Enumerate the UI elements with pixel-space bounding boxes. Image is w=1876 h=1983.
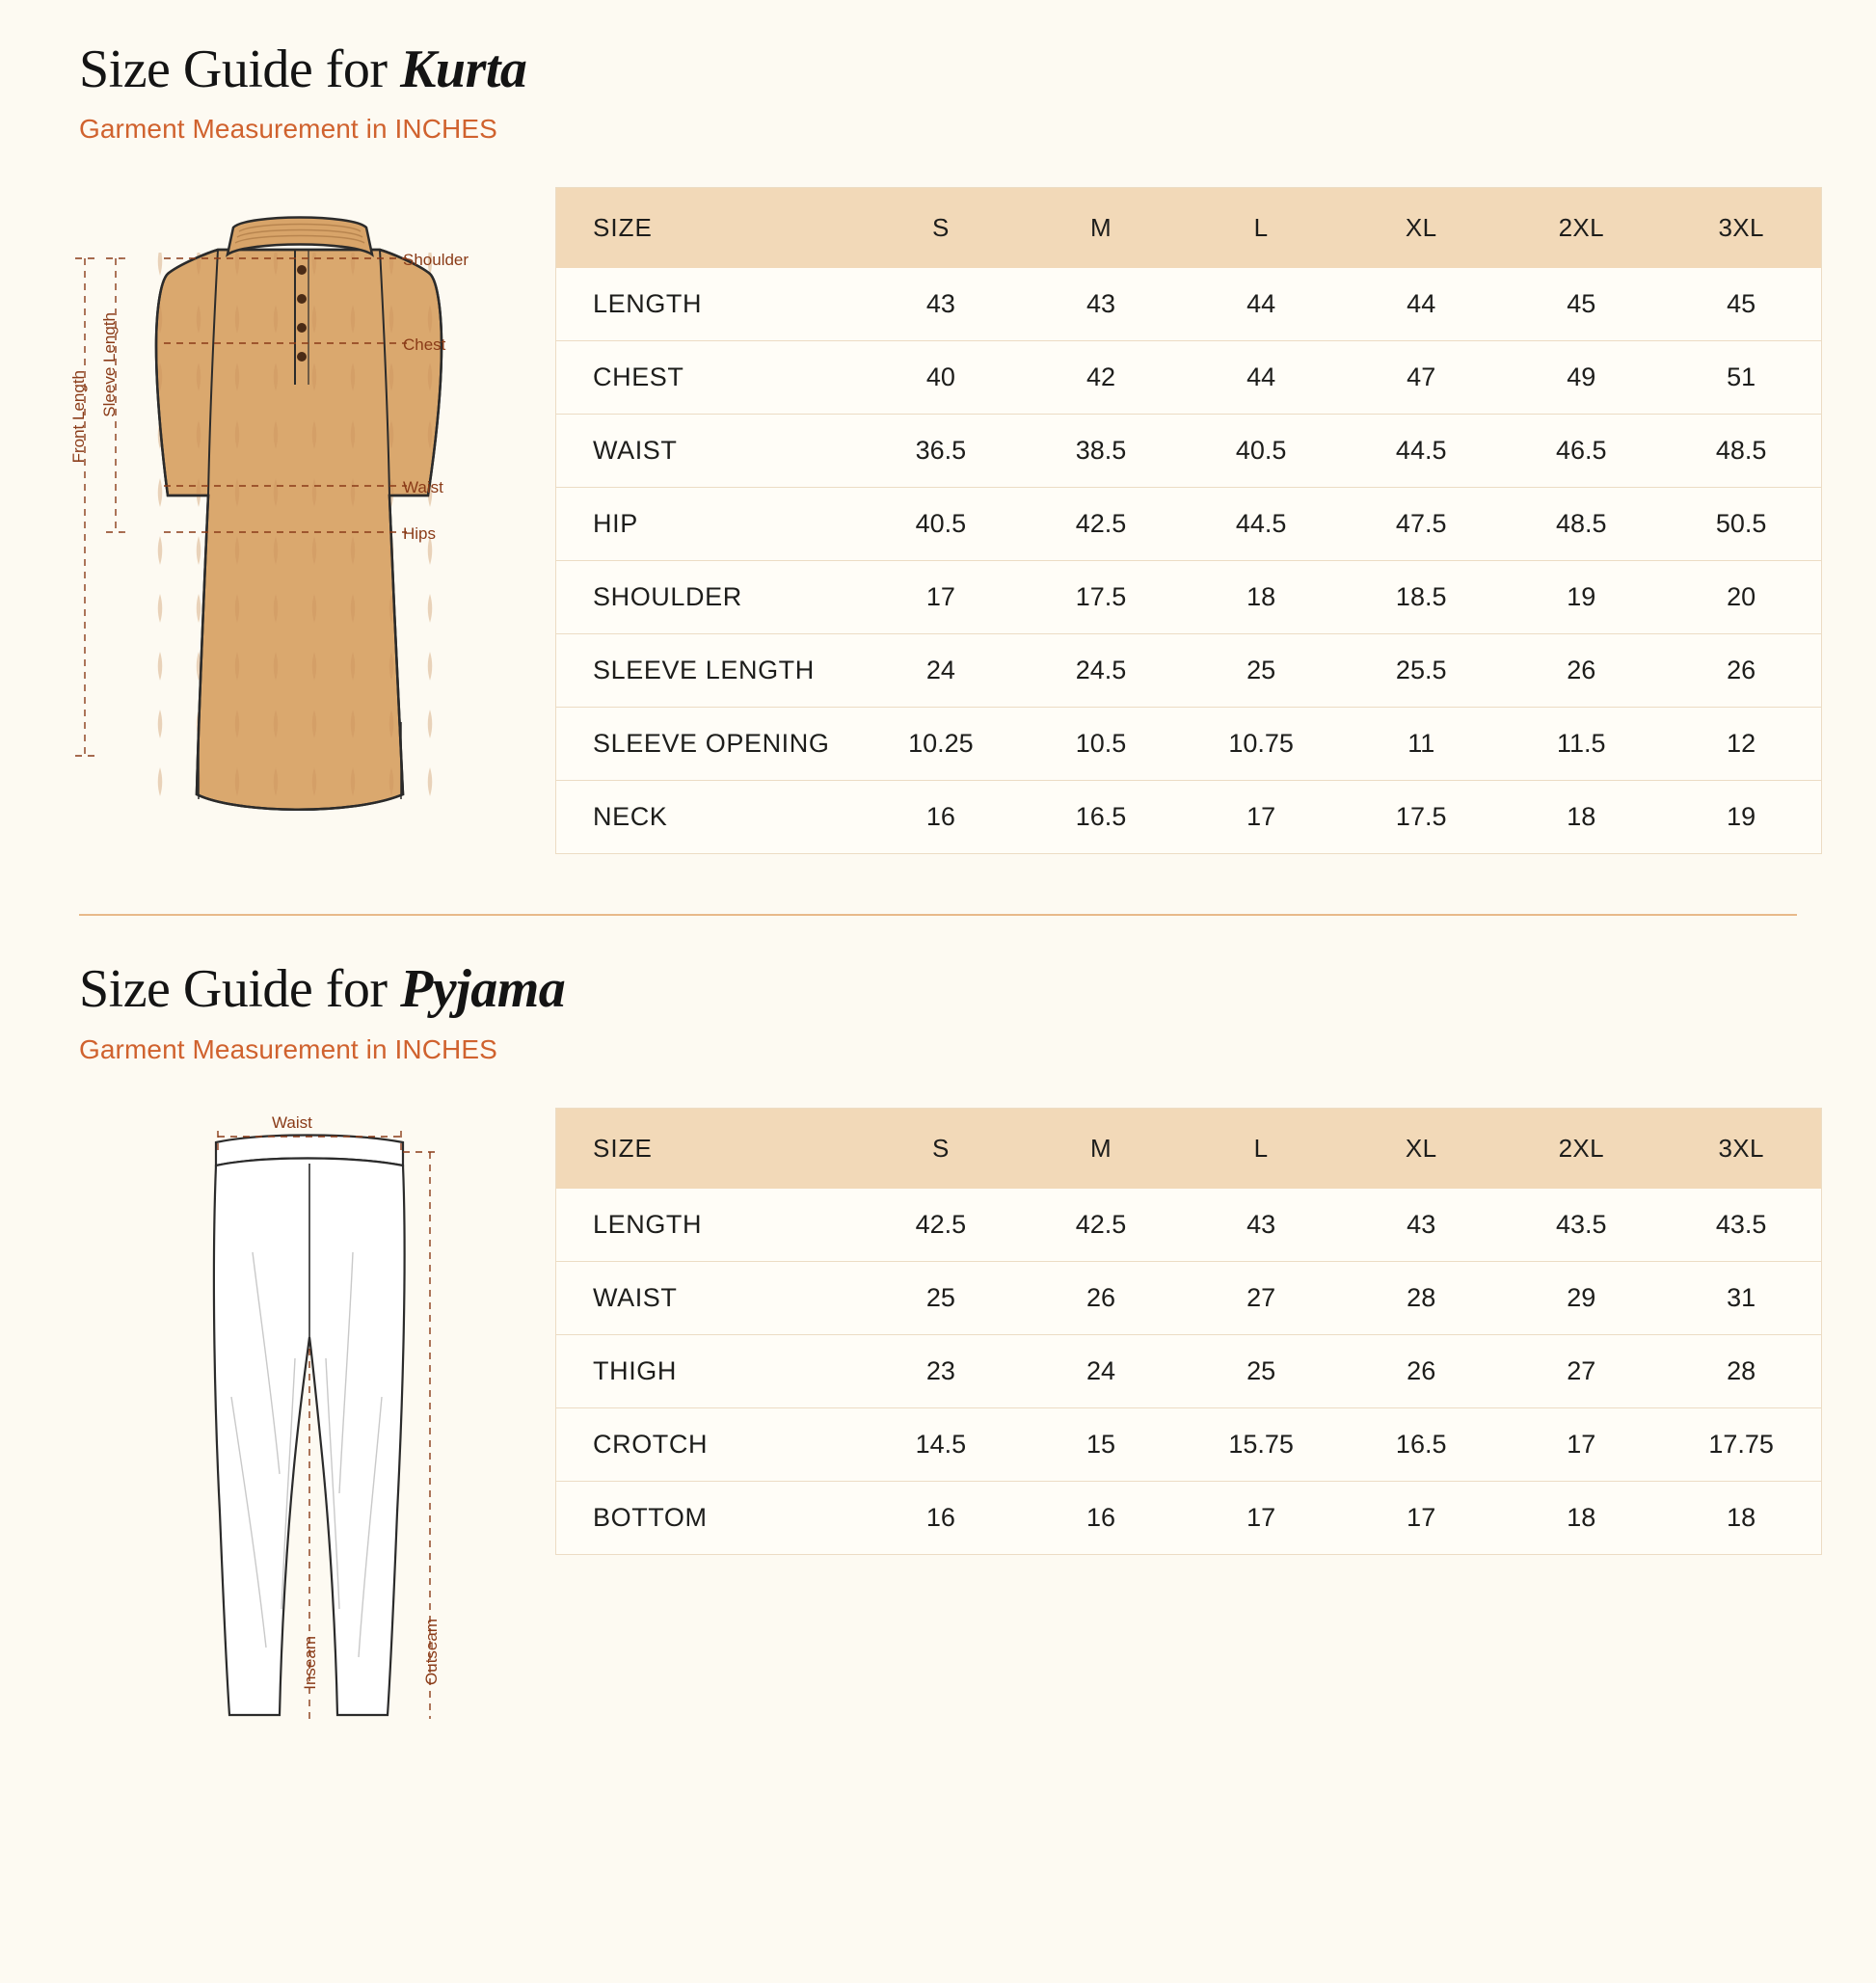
kurta-figure-column [54, 177, 555, 871]
pyjama-col-xl: XL [1341, 1108, 1501, 1189]
kurta-length-s: 43 [861, 268, 1021, 341]
kurta-page-title [79, 39, 1822, 100]
kurta-row-label-waist: WAIST [556, 415, 861, 488]
pyjama-label-waist: Waist [272, 1112, 312, 1132]
pyjama-row-label-thigh: THIGH [556, 1334, 861, 1407]
kurta-length-2xl: 45 [1501, 268, 1661, 341]
kurta-label-front-length: Front Length [69, 370, 88, 464]
pyjama-size-table [555, 1108, 1822, 1555]
kurta-sleeve-length-xl: 25.5 [1341, 634, 1501, 708]
kurta-hip-l: 44.5 [1181, 488, 1341, 561]
kurta-sleeve-opening-3xl: 12 [1661, 708, 1821, 781]
kurta-col-l: L [1181, 188, 1341, 269]
table-row [556, 1334, 1822, 1407]
kurta-label-waist: Waist [403, 478, 443, 497]
kurta-length-m: 43 [1021, 268, 1181, 341]
kurta-illustration [64, 177, 565, 871]
kurta-waist-xl: 44.5 [1341, 415, 1501, 488]
pyjama-title-prefix: Size Guide for [79, 959, 401, 1020]
pyjama-length-xl: 43 [1341, 1189, 1501, 1262]
table-row [556, 1481, 1822, 1554]
pyjama-thigh-2xl: 27 [1501, 1334, 1661, 1407]
kurta-sleeve-opening-2xl: 11.5 [1501, 708, 1661, 781]
pyjama-waist-xl: 28 [1341, 1261, 1501, 1334]
pyjama-waist-l: 27 [1181, 1261, 1341, 1334]
kurta-shoulder-3xl: 20 [1661, 561, 1821, 634]
kurta-length-3xl: 45 [1661, 268, 1821, 341]
kurta-waist-l: 40.5 [1181, 415, 1341, 488]
pyjama-bottom-2xl: 18 [1567, 1502, 1596, 1532]
kurta-subtitle: Garment Measurement in INCHES [79, 114, 497, 145]
pyjama-table-body [556, 1189, 1822, 1555]
kurta-chest-l: 44 [1181, 341, 1341, 415]
kurta-table-column [555, 177, 1822, 854]
kurta-shoulder-m: 17.5 [1021, 561, 1181, 634]
kurta-chest-2xl: 49 [1501, 341, 1661, 415]
kurta-table-body [556, 268, 1822, 854]
kurta-label-sleeve-length: Sleeve Length [100, 312, 119, 418]
kurta-row-label-hip: HIP [556, 488, 861, 561]
kurta-sleeve-opening-l: 10.75 [1181, 708, 1341, 781]
kurta-chest-3xl: 51 [1661, 341, 1821, 415]
kurta-section [54, 39, 1822, 871]
pyjama-waist-m: 26 [1021, 1261, 1181, 1334]
kurta-waist-2xl: 46.5 [1501, 415, 1661, 488]
pyjama-bottom-m: 16 [1085, 1502, 1116, 1532]
table-row [556, 1189, 1822, 1262]
pyjama-thigh-l: 25 [1181, 1334, 1341, 1407]
kurta-row-label-shoulder: SHOULDER [556, 561, 861, 634]
pyjama-label-outseam: Outseam [422, 1618, 441, 1685]
pyjama-length-l: 43 [1181, 1189, 1341, 1262]
section-divider [79, 914, 1797, 916]
kurta-col-m: M [1021, 188, 1181, 269]
pyjama-subtitle: Garment Measurement in INCHES [79, 1033, 497, 1064]
kurta-row-label-chest: CHEST [556, 341, 861, 415]
pyjama-table-column [555, 1098, 1822, 1555]
kurta-waist-m: 38.5 [1021, 415, 1181, 488]
pyjama-thigh-3xl: 28 [1661, 1334, 1821, 1407]
kurta-shoulder-s: 17 [861, 561, 1021, 634]
kurta-chest-s: 40 [861, 341, 1021, 415]
pyjama-col-2xl: 2XL [1501, 1108, 1661, 1189]
pyjama-row-label-bottom: BOTTOM [593, 1502, 708, 1532]
kurta-col-size: SIZE [556, 188, 861, 269]
kurta-sleeve-length-2xl: 26 [1501, 634, 1661, 708]
table-row [556, 561, 1822, 634]
kurta-row-label-sleeve-opening: SLEEVE OPENING [556, 708, 861, 781]
pyjama-col-3xl: 3XL [1661, 1108, 1821, 1189]
pyjama-table-head [556, 1108, 1822, 1189]
kurta-sleeve-opening-xl: 11 [1341, 708, 1501, 781]
pyjama-crotch-s: 14.5 [861, 1407, 1021, 1481]
pyjama-waist-2xl: 29 [1501, 1261, 1661, 1334]
pyjama-thigh-s: 23 [861, 1334, 1021, 1407]
pyjama-waist-3xl: 31 [1661, 1261, 1821, 1334]
pyjama-figure-column [54, 1098, 555, 1763]
pyjama-content-row [54, 1098, 1822, 1763]
kurta-neck-3xl: 19 [1727, 802, 1756, 832]
kurta-sleeve-opening-s: 10.25 [861, 708, 1021, 781]
pyjama-length-s: 42.5 [861, 1189, 1021, 1262]
kurta-header-row [556, 188, 1822, 269]
table-row [556, 1261, 1822, 1334]
pyjama-length-m: 42.5 [1021, 1189, 1181, 1262]
kurta-col-s: S [861, 188, 1021, 269]
kurta-drawing-svg [64, 177, 565, 871]
kurta-title-prefix: Size Guide for [79, 40, 401, 99]
kurta-waist-3xl: 48.5 [1661, 415, 1821, 488]
kurta-shoulder-xl: 18.5 [1341, 561, 1501, 634]
kurta-label-chest: Chest [403, 335, 446, 355]
kurta-length-xl: 44 [1341, 268, 1501, 341]
kurta-length-l: 44 [1181, 268, 1341, 341]
kurta-neck-m: 16.5 [1075, 802, 1127, 832]
pyjama-col-m: M [1021, 1108, 1181, 1189]
pyjama-illustration [64, 1108, 565, 1763]
kurta-sleeve-length-l: 25 [1181, 634, 1341, 708]
kurta-chest-xl: 47 [1341, 341, 1501, 415]
pyjama-thigh-xl: 26 [1341, 1334, 1501, 1407]
kurta-sleeve-length-3xl: 26 [1661, 634, 1821, 708]
pyjama-row-label-waist: WAIST [556, 1261, 861, 1334]
kurta-hip-s: 40.5 [861, 488, 1021, 561]
kurta-sleeve-opening-m: 10.5 [1021, 708, 1181, 781]
kurta-content-row [54, 177, 1822, 871]
kurta-label-shoulder: Shoulder [403, 251, 469, 270]
kurta-hip-2xl: 48.5 [1501, 488, 1661, 561]
table-row [556, 708, 1822, 781]
pyjama-bottom-3xl: 18 [1727, 1502, 1756, 1532]
kurta-label-hips: Hips [403, 524, 437, 544]
kurta-col-2xl: 2XL [1501, 188, 1661, 269]
pyjama-bottom-s: 16 [925, 1502, 955, 1532]
pyjama-row-label-length: LENGTH [556, 1189, 861, 1262]
pyjama-section [54, 958, 1822, 1762]
pyjama-bottom-xl: 17 [1407, 1502, 1436, 1532]
kurta-title-garment: Kurta [400, 40, 527, 99]
kurta-col-3xl: 3XL [1661, 188, 1821, 269]
table-row [556, 488, 1822, 561]
table-row [556, 634, 1822, 708]
kurta-neck-s: 16 [925, 802, 955, 832]
pyjama-col-s: S [861, 1108, 1021, 1189]
table-row [556, 341, 1822, 415]
table-row [556, 268, 1822, 341]
pyjama-length-3xl: 43.5 [1661, 1189, 1821, 1262]
pyjama-label-inseam: Inseam [301, 1635, 319, 1690]
pyjama-thigh-m: 24 [1021, 1334, 1181, 1407]
kurta-neck-l: 17 [1246, 802, 1276, 832]
pyjama-page-title [79, 958, 1822, 1020]
kurta-waist-s: 36.5 [861, 415, 1021, 488]
pyjama-crotch-2xl: 17 [1501, 1407, 1661, 1481]
kurta-col-xl: XL [1341, 188, 1501, 269]
table-row [556, 1407, 1822, 1481]
pyjama-crotch-l: 15.75 [1181, 1407, 1341, 1481]
kurta-table-head [556, 188, 1822, 269]
kurta-row-label-length: LENGTH [556, 268, 861, 341]
table-row [556, 781, 1822, 854]
kurta-neck-2xl: 18 [1567, 802, 1596, 832]
pyjama-row-label-crotch: CROTCH [556, 1407, 861, 1481]
kurta-hip-3xl: 50.5 [1661, 488, 1821, 561]
kurta-sleeve-length-m: 24.5 [1021, 634, 1181, 708]
table-row [556, 415, 1822, 488]
pyjama-bottom-l: 17 [1246, 1502, 1276, 1532]
pyjama-crotch-m: 15 [1021, 1407, 1181, 1481]
pyjama-title-garment: Pyjama [400, 959, 566, 1020]
kurta-row-label-neck: NECK [593, 802, 668, 832]
pyjama-crotch-xl: 16.5 [1341, 1407, 1501, 1481]
kurta-shoulder-l: 18 [1181, 561, 1341, 634]
kurta-hip-xl: 47.5 [1341, 488, 1501, 561]
kurta-neck-xl: 17.5 [1395, 802, 1447, 832]
kurta-sleeve-length-s: 24 [861, 634, 1021, 708]
pyjama-crotch-3xl: 17.75 [1661, 1407, 1821, 1481]
kurta-shoulder-2xl: 19 [1501, 561, 1661, 634]
pyjama-header-row [556, 1108, 1822, 1189]
pyjama-waist-s: 25 [861, 1261, 1021, 1334]
kurta-chest-m: 42 [1021, 341, 1181, 415]
pyjama-length-2xl: 43.5 [1501, 1189, 1661, 1262]
kurta-hip-m: 42.5 [1021, 488, 1181, 561]
pyjama-col-l: L [1181, 1108, 1341, 1189]
pyjama-col-size: SIZE [556, 1108, 861, 1189]
kurta-size-table [555, 187, 1822, 854]
kurta-row-label-sleeve-length: SLEEVE LENGTH [556, 634, 861, 708]
